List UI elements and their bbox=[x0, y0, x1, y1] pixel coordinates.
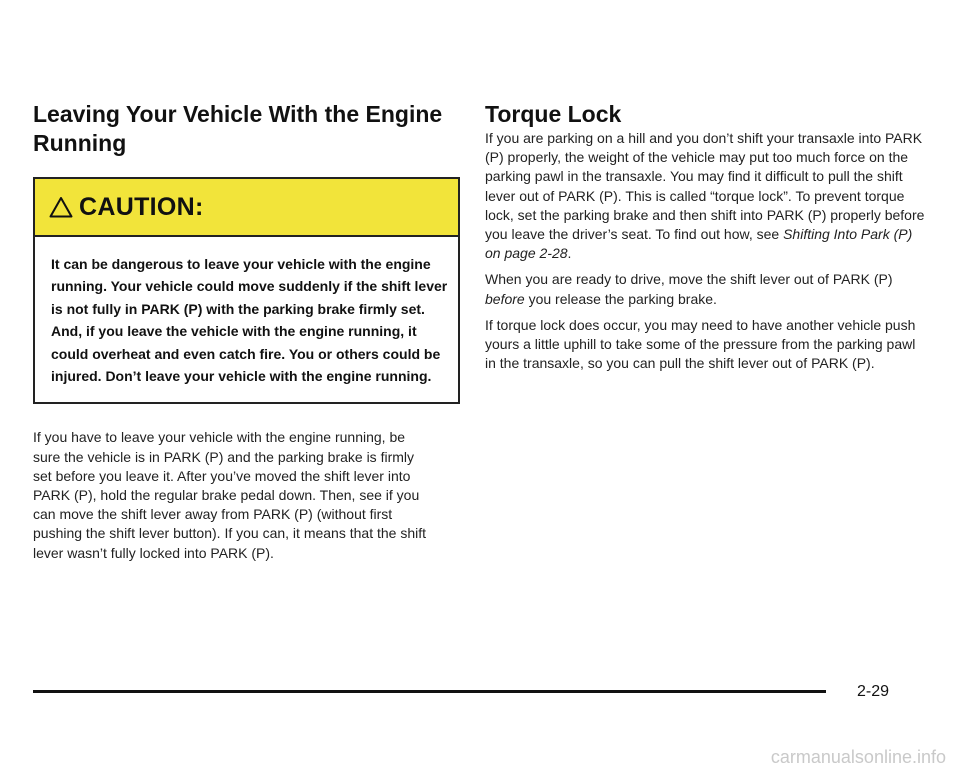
cross-reference-link[interactable]: Shifting Into Park (P) on page 2-28 bbox=[485, 226, 913, 262]
caution-text: It can be dangerous to leave your vehicle with the engine running. Your vehicle could move suddenly if the shift lever is not fully in PARK (P) with the parking brake firmly set. And, if you leave the vehicle with the engine running, it could overheat and even catch fire. You or others could be injured. Don’t leave your vehicle with the engine running. bbox=[51, 256, 448, 385]
caution-box bbox=[33, 177, 460, 404]
p2-post: you release the parking brake. bbox=[528, 290, 717, 307]
p2-emphasis: before bbox=[485, 290, 525, 307]
page-number: 2-29 bbox=[857, 683, 890, 700]
torque-lock-paragraph-1 bbox=[485, 129, 925, 263]
caution-label: CAUTION: bbox=[79, 192, 204, 221]
warning-triangle-icon bbox=[49, 196, 73, 218]
p1-end: . bbox=[567, 245, 572, 262]
leaving-vehicle-paragraph: If you have to leave your vehicle with the engine running, be sure the vehicle is in PARK (P) and the parking brake is firmly set before you leave it. After you’ve moved the shift lever into PARK (P), hold the regular brake pedal down. Then, see if you can move the shift lever away from PARK (P) (without first pushing the shift lever button). If you can, it means that the shift lever wasn’t fully locked into PARK (P). bbox=[33, 429, 426, 561]
section-title-torque-lock: Torque Lock bbox=[485, 101, 622, 127]
right-column bbox=[485, 100, 925, 380]
p2-pre: When you are ready to drive, move the shift lever out of PARK (P) bbox=[485, 271, 893, 288]
left-column bbox=[33, 100, 458, 563]
watermark: carmanualsonline.info bbox=[770, 747, 946, 767]
torque-lock-paragraph-2 bbox=[485, 270, 925, 308]
footer-rule bbox=[33, 690, 826, 693]
torque-lock-p1-text: If you are parking on a hill and you don’t shift your transaxle into PARK (P) properly, the weight of the vehicle may put too much force on the parking pawl in the transaxle. You may find it difficult to pull the shift lever out of PARK (P). This is called “torque lock”. To prevent torque lock, set the parking brake and then shift into PARK (P) properly before you leave the driver’s seat. To find out how, see bbox=[485, 130, 925, 243]
torque-lock-paragraph-3: If torque lock does occur, you may need to have another vehicle push yours a little uphill to take some of the pressure from the parking pawl in the transaxle, so you can pull the shift lever out of PARK (P). bbox=[485, 316, 916, 372]
section-title-leaving-vehicle: Leaving Your Vehicle With the Engine Running bbox=[33, 101, 443, 156]
caution-header bbox=[35, 179, 458, 237]
